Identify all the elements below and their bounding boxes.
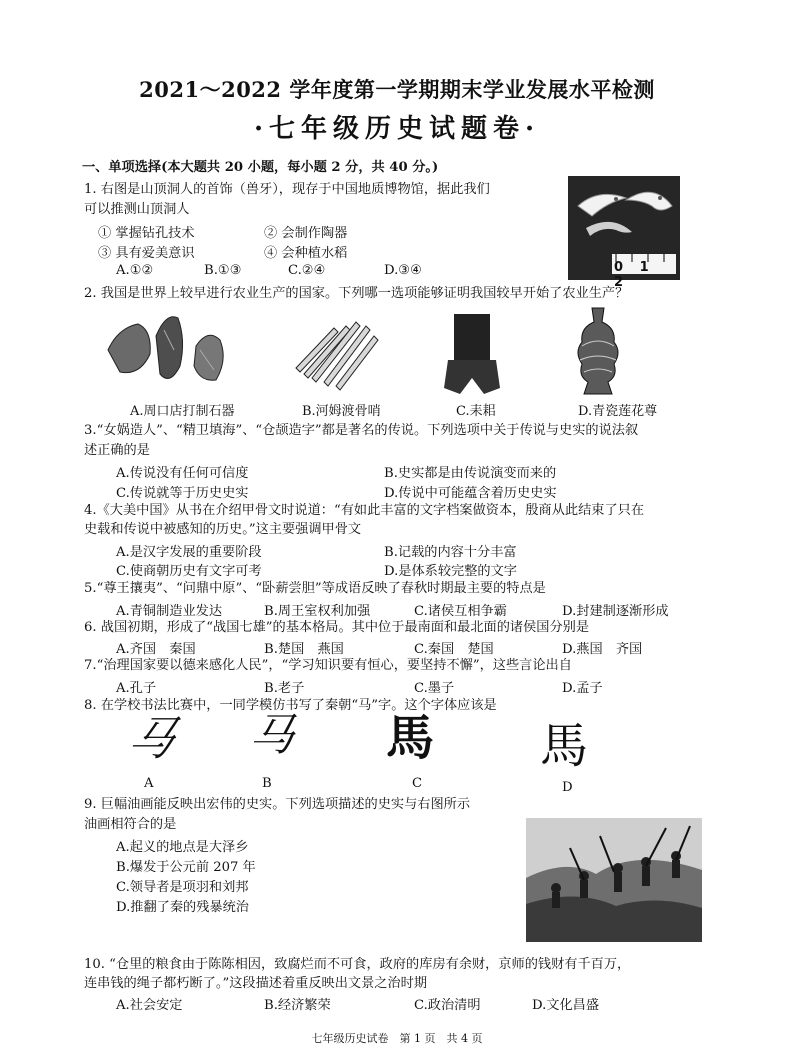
q2-option-a[interactable]: A.周口店打制石器	[130, 404, 235, 419]
q9-option-c[interactable]: C.领导者是项羽和刘邦	[116, 880, 249, 895]
q3-stem-line1: 3.“女娲造人”、“精卫填海”、“仓颉造字”都是著名的传说。下列选项中关于传说与史实的说法叙	[84, 423, 639, 438]
q8-char-d: 馬	[540, 718, 589, 774]
q8-option-a[interactable]: A	[144, 776, 154, 791]
stone-tools-illustration	[104, 310, 232, 392]
q1-statement-2: ② 会制作陶器	[264, 226, 348, 241]
q7-option-b[interactable]: B.老子	[264, 681, 305, 696]
q3-option-b[interactable]: B.史实都是由传说演变而来的	[384, 466, 557, 481]
page-footer: 七年级历史试卷 第 1 页 共 4 页	[311, 1032, 483, 1045]
uprising-oil-painting-illustration	[526, 818, 702, 942]
q9-stem-line1: 9. 巨幅油画能反映出宏伟的史实。下列选项描述的史实与右图所示	[84, 797, 471, 812]
q8-option-c[interactable]: C	[412, 776, 423, 791]
q1-option-b[interactable]: B.①③	[204, 263, 242, 278]
ruler-scale-label: 0 1 2	[614, 260, 655, 290]
leisi-plough-illustration	[440, 312, 504, 396]
q6-option-b[interactable]: B.楚国 燕国	[264, 642, 344, 657]
q10-stem-line2: 连串钱的绳子都朽断了。”这段描述着重反映出文景之治时期	[84, 976, 428, 991]
q5-stem: 5.“尊王攘夷”、“问鼎中原”、“卧薪尝胆”等成语反映了春秋时期最主要的特点是	[84, 581, 546, 596]
q2-option-d[interactable]: D.青瓷莲花尊	[578, 404, 658, 419]
uprising-oil-painting-image	[526, 818, 702, 942]
q10-option-a[interactable]: A.社会安定	[116, 998, 183, 1013]
q7-option-c[interactable]: C.墨子	[414, 681, 455, 696]
q8-char-b: 马	[246, 710, 298, 761]
q8-option-d[interactable]: D	[562, 780, 573, 795]
q1-stem-line2: 可以推测山顶洞人	[84, 202, 190, 217]
q7-option-a[interactable]: A.孔子	[116, 681, 157, 696]
q3-option-c[interactable]: C.传说就等于历史史实	[116, 486, 249, 501]
q9-option-b[interactable]: B.爆发于公元前 207 年	[116, 860, 256, 875]
q5-option-c[interactable]: C.诸侯互相争霸	[414, 604, 507, 619]
exam-subtitle: ·七年级历史试题卷·	[253, 114, 541, 144]
q9-option-a[interactable]: A.起义的地点是大泽乡	[116, 840, 249, 855]
q1-stem-line1: 1. 右图是山顶洞人的首饰（兽牙），现存于中国地质博物馆，据此我们	[84, 182, 490, 197]
q5-option-b[interactable]: B.周王室权利加强	[264, 604, 371, 619]
q1-statement-1: ① 掌握钻孔技术	[98, 226, 195, 241]
q6-option-d[interactable]: D.燕国 齐国	[562, 642, 643, 657]
q8-char-c: 馬	[386, 710, 435, 766]
q10-stem-line1: 10. “仓里的粮食由于陈陈相因，致腐烂而不可食，政府的库房有余财，京师的钱财有千百万，	[84, 957, 631, 972]
stone-tools-image	[104, 310, 232, 392]
q1-statement-3: ③ 具有爱美意识	[98, 246, 195, 261]
q2-option-b[interactable]: B.河姆渡骨哨	[302, 404, 381, 419]
q7-stem: 7.“治理国家要以德来感化人民”，“学习知识要有恒心，要坚持不懈”，这些言论出自	[84, 658, 572, 673]
q8-char-a: 马	[121, 712, 183, 767]
q6-option-c[interactable]: C.秦国 楚国	[414, 642, 494, 657]
q7-option-d[interactable]: D.孟子	[562, 681, 603, 696]
q2-option-c[interactable]: C.耒耜	[456, 404, 496, 419]
q3-option-d[interactable]: D.传说中可能蕴含着历史史实	[384, 486, 557, 501]
q10-option-c[interactable]: C.政治清明	[414, 998, 481, 1013]
q1-option-d[interactable]: D.③④	[384, 263, 422, 278]
q8-option-b[interactable]: B	[262, 776, 272, 791]
q3-option-a[interactable]: A.传说没有任何可信度	[116, 466, 249, 481]
q3-stem-line2: 述正确的是	[84, 443, 150, 458]
bone-whistles-illustration	[290, 312, 380, 392]
q9-option-d[interactable]: D.推翻了秦的残暴统治	[116, 900, 249, 915]
q9-stem-line2: 油画相符合的是	[84, 817, 177, 832]
q4-option-c[interactable]: C.使商朝历史有文字可考	[116, 564, 262, 579]
q8-stem: 8. 在学校书法比赛中，一同学模仿书写了秦朝“马”字。这个字体应该是	[84, 698, 497, 713]
celadon-lotus-zun-image	[572, 306, 624, 396]
tooth-ornament-image	[568, 176, 680, 290]
q10-option-b[interactable]: B.经济繁荣	[264, 998, 331, 1013]
q6-option-a[interactable]: A.齐国 秦国	[116, 642, 196, 657]
q6-stem: 6. 战国初期，形成了“战国七雄”的基本格局。其中位于最南面和最北面的诸侯国分别是	[84, 620, 590, 635]
q2-stem: 2. 我国是世界上较早进行农业生产的国家。下列哪一选项能够证明我国较早开始了农业生产？	[84, 286, 629, 301]
q10-option-d[interactable]: D.文化昌盛	[532, 998, 600, 1013]
q4-option-a[interactable]: A.是汉字发展的重要阶段	[116, 545, 262, 560]
q4-option-d[interactable]: D.是体系较完整的文字	[384, 564, 517, 579]
q1-statement-4: ④ 会种植水稻	[264, 246, 348, 261]
q4-stem-line2: 史载和传说中被感知的历史。”这主要强调甲骨文	[84, 522, 362, 537]
q4-stem-line1: 4.《大美中国》从书在介绍甲骨文时说道：“有如此丰富的文字档案做资本，殷商从此结束了只在	[84, 503, 645, 518]
leisi-plough-image	[440, 312, 504, 396]
section-heading: 一、单项选择(本大题共 20 小题，每小题 2 分，共 40 分。)	[82, 160, 439, 175]
q4-option-b[interactable]: B.记载的内容十分丰富	[384, 545, 517, 560]
exam-title: 2021～2022 学年度第一学期期末学业发展水平检测	[139, 77, 655, 102]
q5-option-d[interactable]: D.封建制逐渐形成	[562, 604, 669, 619]
q5-option-a[interactable]: A.青铜制造业发达	[116, 604, 223, 619]
q1-option-a[interactable]: A.①②	[116, 263, 154, 278]
bone-whistles-image	[290, 312, 380, 392]
q1-option-c[interactable]: C.②④	[288, 263, 326, 278]
celadon-lotus-zun-illustration	[572, 306, 624, 396]
